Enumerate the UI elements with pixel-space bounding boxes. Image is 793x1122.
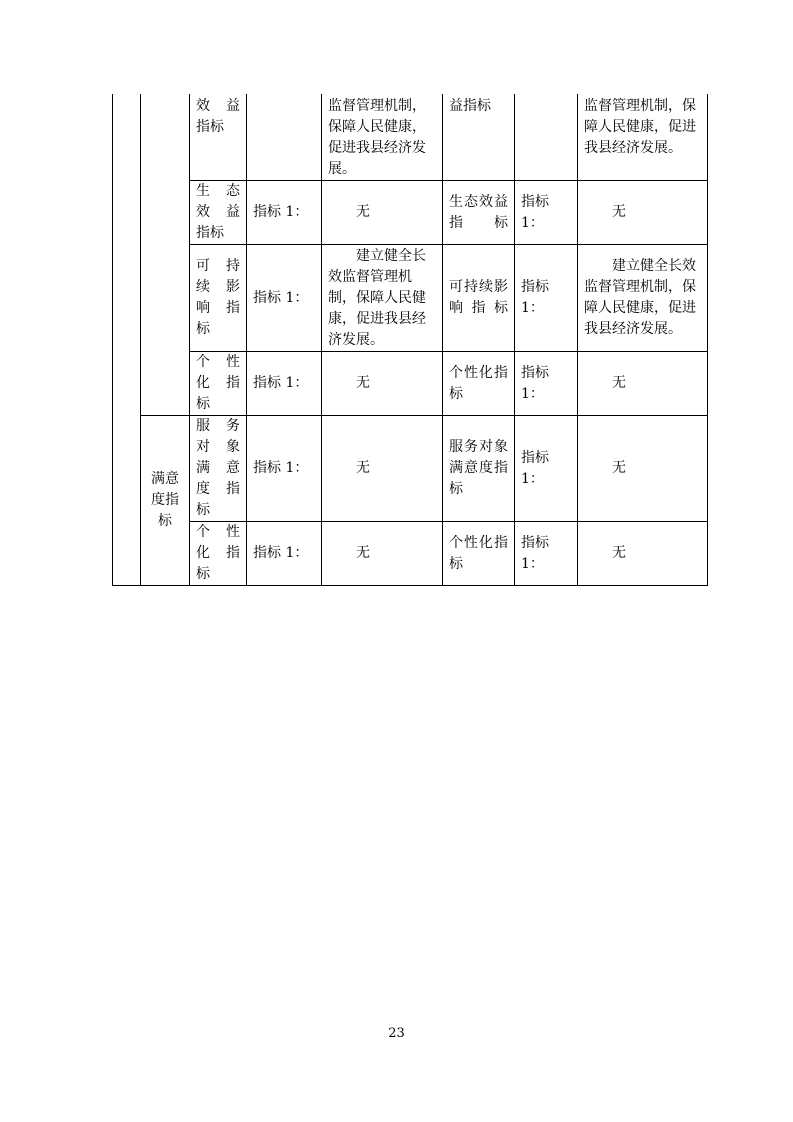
sub-indicator-cell-2: 个性化指标 — [443, 522, 515, 586]
sub-indicator-cell-2: 个性化指标 — [443, 352, 515, 416]
table-row — [113, 416, 708, 522]
indicator-value-cell-2: 无 — [578, 522, 708, 586]
sub-indicator-cell: 个性 化指 标 — [190, 522, 247, 586]
table-row — [113, 181, 708, 245]
satisfaction-category-cell: 满意度指标 — [141, 416, 190, 586]
sub-indicator-cell-2: 生态效益指标 — [443, 181, 515, 245]
outer-category-cell — [113, 94, 141, 586]
indicator-name-cell: 指标 1： — [247, 181, 322, 245]
sub-indicator-cell-2: 益指标 — [443, 94, 515, 181]
indicator-value-cell-2: 监督管理机制，保障人民健康，促进我县经济发展。 — [578, 94, 708, 181]
table-row — [113, 245, 708, 352]
indicator-name-cell-2 — [515, 94, 578, 181]
indicator-value-cell: 无 — [322, 416, 443, 522]
indicator-value-cell: 无 — [322, 522, 443, 586]
indicator-value-cell: 监督管理机制，保障人民健康，促进我县经济发展。 — [322, 94, 443, 181]
page-number: 23 — [388, 1026, 405, 1041]
sub-indicator-cell: 个性 化指 标 — [190, 352, 247, 416]
indicator-value-cell: 无 — [322, 181, 443, 245]
sub-indicator-cell: 效益 指标 — [190, 94, 247, 181]
indicator-name-cell: 指标 1： — [247, 522, 322, 586]
table-row — [113, 352, 708, 416]
indicator-value-cell-2: 无 — [578, 352, 708, 416]
table-row — [113, 522, 708, 586]
table-row — [113, 94, 708, 181]
indicator-value-cell-2: 无 — [578, 416, 708, 522]
sub-indicator-cell: 服务 对象 满意 度指 标 — [190, 416, 247, 522]
indicator-name-cell: 指标 1： — [247, 416, 322, 522]
indicator-name-cell-2: 指标 1： — [515, 352, 578, 416]
indicator-name-cell-2: 指标 1： — [515, 181, 578, 245]
category-cell — [141, 94, 190, 416]
sub-indicator-cell: 可持 续影 响指 标 — [190, 245, 247, 352]
indicator-value-cell-2: 无 — [578, 181, 708, 245]
indicator-name-cell-2: 指标 1： — [515, 245, 578, 352]
indicator-value-cell-2: 建立健全长效监督管理机制，保障人民健康，促进我县经济发展。 — [578, 245, 708, 352]
indicator-name-cell-2: 指标 1： — [515, 522, 578, 586]
indicator-table — [112, 94, 708, 586]
indicator-name-cell-2: 指标 1： — [515, 416, 578, 522]
sub-indicator-cell: 生态 效益 指标 — [190, 181, 247, 245]
sub-indicator-cell-2: 服务对象满意度指标 — [443, 416, 515, 522]
sub-indicator-cell-2: 可持续影响指标 — [443, 245, 515, 352]
indicator-value-cell: 无 — [322, 352, 443, 416]
indicator-value-cell: 建立健全长效监督管理机制，保障人民健康，促进我县经济发展。 — [322, 245, 443, 352]
indicator-name-cell: 指标 1： — [247, 352, 322, 416]
indicator-name-cell — [247, 94, 322, 181]
indicator-name-cell: 指标 1： — [247, 245, 322, 352]
